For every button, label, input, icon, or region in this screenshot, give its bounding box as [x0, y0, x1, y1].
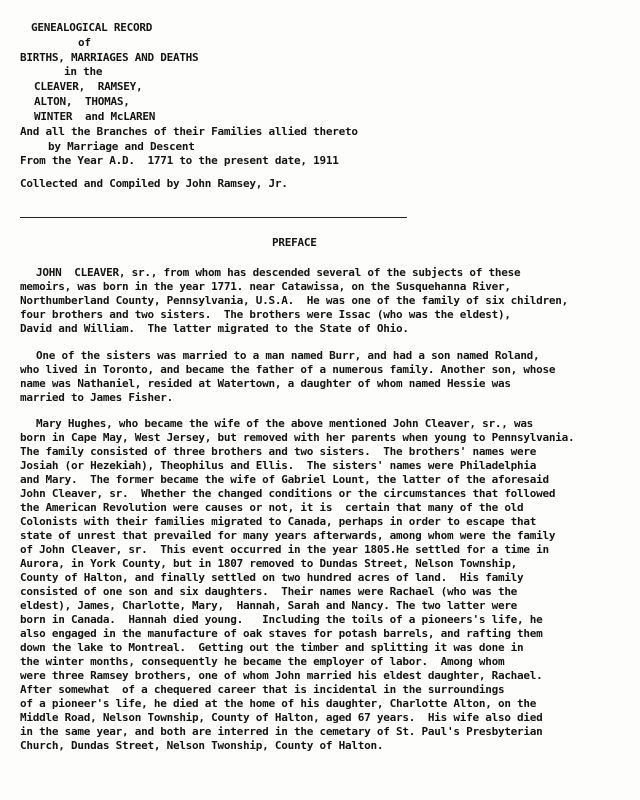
preface-line: name was Nathaniel, resided at Watertown, a daughter of whom named Hessie was	[20, 377, 511, 390]
header-line: WINTER and McLAREN	[34, 110, 156, 123]
preface-line: four brothers and two sisters. The brothers were Issac (who was the eldest),	[20, 308, 511, 321]
preface-line: JOHN CLEAVER, sr., from whom has descended several of the subjects of these	[36, 266, 521, 279]
preface-line: married to James Fisher.	[20, 391, 173, 404]
header-line: of	[78, 36, 91, 49]
preface-line: County of Halton, and finally settled on two hundred acres of land. His family	[20, 571, 524, 584]
preface-line: Josiah (or Hezekiah), Theophilus and Ellis. The sisters' names were Philadelphia	[20, 459, 537, 472]
preface-line: David and William. The latter migrated to the State of Ohio.	[20, 322, 409, 335]
preface-line: Northumberland County, Pennsylvania, U.S.A. He was one of the family of six children,	[20, 294, 569, 307]
header-line: BIRTHS, MARRIAGES AND DEATHS	[20, 51, 199, 64]
preface-line: who lived in Toronto, and became the father of a numerous family. Another son, whose	[20, 363, 556, 376]
preface-line: memoirs, was born in the year 1771. near Catawissa, on the Susquehanna River,	[20, 280, 511, 293]
preface-line: John Cleaver, sr. Whether the changed conditions or the circumstances that followed	[20, 487, 556, 500]
preface-line: and Mary. The former became the wife of Gabriel Lount, the latter of the aforesaid	[20, 473, 549, 486]
preface-line: of a pioneer's life, he died at the home of his daughter, Charlotte Alton, on the	[20, 697, 537, 710]
preface-line: consisted of one son and six daughters. Their names were Rachael (who was the	[20, 585, 518, 598]
preface-line: the American Revolution were causes or not, it is certain that many of the old	[20, 501, 524, 514]
preface-line: Middle Road, Nelson Township, County of Halton, aged 67 years. His wife also died	[20, 711, 543, 724]
preface-line: Colonists with their families migrated to Canada, perhaps in order to escape that	[20, 515, 537, 528]
preface-line: in the same year, and both are interred in the cemetary of St. Paul's Presbyterian	[20, 725, 543, 738]
header-line: GENEALOGICAL RECORD	[31, 21, 153, 34]
preface-line: born in Cape May, West Jersey, but removed with her parents when young to Pennsylvania.	[20, 431, 575, 444]
header-line: From the Year A.D. 1771 to the present date, 1911	[20, 154, 339, 167]
horizontal-rule	[20, 217, 407, 218]
header-line: ALTON, THOMAS,	[34, 95, 130, 108]
preface-line: eldest), James, Charlotte, Mary, Hannah, Sarah and Nancy. The two latter were	[20, 599, 518, 612]
preface-line: of John Cleaver, sr. This event occurred in the year 1805.He settled for a time in	[20, 543, 549, 556]
preface-line: One of the sisters was married to a man named Burr, and had a son named Roland,	[36, 349, 540, 362]
preface-line: down the lake to Montreal. Getting out the timber and splitting it was done in	[20, 641, 524, 654]
header-line: by Marriage and Descent	[48, 140, 195, 153]
header-line: in the	[64, 65, 103, 78]
preface-line: the winter months, consequently he became the employer of labor. Among whom	[20, 655, 505, 668]
header-line: CLEAVER, RAMSEY,	[34, 80, 143, 93]
preface-line: born in Canada. Hannah died young. Including the toils of a pioneers's life, he	[20, 613, 543, 626]
preface-line: were three Ramsey brothers, one of whom John married his eldest daughter, Rachael.	[20, 669, 543, 682]
preface-line: also engaged in the manufacture of oak staves for potash barrels, and rafting them	[20, 627, 543, 640]
preface-line: Mary Hughes, who became the wife of the above mentioned John Cleaver, sr., was	[36, 417, 534, 430]
preface-line: The family consisted of three brothers and two sisters. The brothers' names were	[20, 445, 537, 458]
header-line: And all the Branches of their Families allied thereto	[20, 125, 358, 138]
preface-line: state of unrest that prevailed for many years afterwards, among whom were the family	[20, 529, 556, 542]
header-line: Collected and Compiled by John Ramsey, Jr.	[20, 177, 288, 190]
preface-line: After somewhat of a chequered career that is incidental in the surroundings	[20, 683, 505, 696]
preface-line: Aurora, in York County, but in 1807 removed to Dundas Street, Nelson Township,	[20, 557, 518, 570]
preface-line: Church, Dundas Street, Nelson Twonship, County of Halton.	[20, 739, 384, 752]
preface-title: PREFACE	[272, 236, 317, 249]
